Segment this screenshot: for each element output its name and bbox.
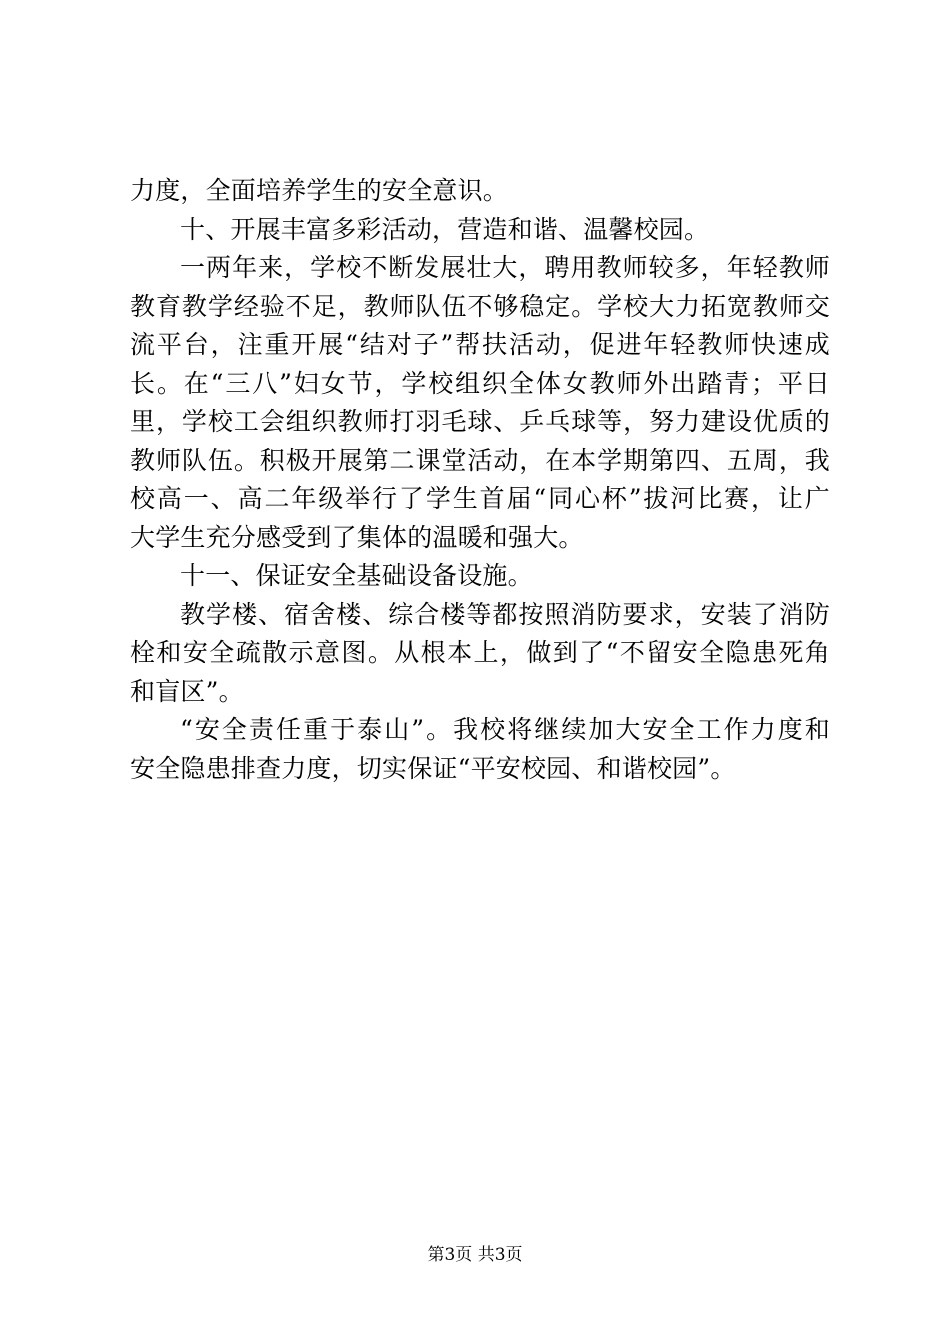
paragraph-line: 教学楼、宿舍楼、综合楼等都按照消防要求，安装了消防 (180, 599, 830, 629)
section-heading: 十一、保证安全基础设备设施。 (180, 561, 533, 590)
paragraph-line: 教师队伍。积极开展第二课堂活动，在本学期第四、五周，我 (130, 445, 830, 475)
body-text (130, 172, 830, 788)
paragraph-line: 和盲区”。 (130, 676, 244, 706)
paragraph-line: 安全隐患排查力度，切实保证“平安校园、和谐校园”。 (130, 753, 736, 783)
paragraph-line: “安全责任重于泰山”。我校将继续加大安全工作力度和 (180, 715, 830, 744)
paragraph-line: 流平台，注重开展“结对子”帮扶活动，促进年轻教师快速成 (130, 330, 830, 359)
paragraph-line: 校高一、高二年级举行了学生首届“同心杯”拔河比赛，让广 (130, 484, 830, 513)
paragraph-line: 里，学校工会组织教师打羽毛球、乒乓球等，努力建设优质的 (130, 407, 830, 436)
paragraph-line: 教育教学经验不足，教师队伍不够稳定。学校大力拓宽教师交 (130, 291, 830, 321)
page-number-footer: 第3页 共3页 (427, 1245, 523, 1265)
paragraph-line: 大学生充分感受到了集体的温暖和强大。 (130, 522, 584, 552)
paragraph-line: 力度，全面培养学生的安全意识。 (130, 176, 509, 205)
paragraph-line: 一两年来，学校不断发展壮大，聘用教师较多，年轻教师 (180, 253, 830, 282)
paragraph-line: 栓和安全疏散示意图。从根本上，做到了“不留安全隐患死角 (130, 638, 830, 667)
paragraph-line: 长。在“三八”妇女节，学校组织全体女教师外出踏青；平日 (130, 368, 830, 398)
section-heading: 十、开展丰富多彩活动，营造和谐、温馨校园。 (180, 214, 710, 244)
